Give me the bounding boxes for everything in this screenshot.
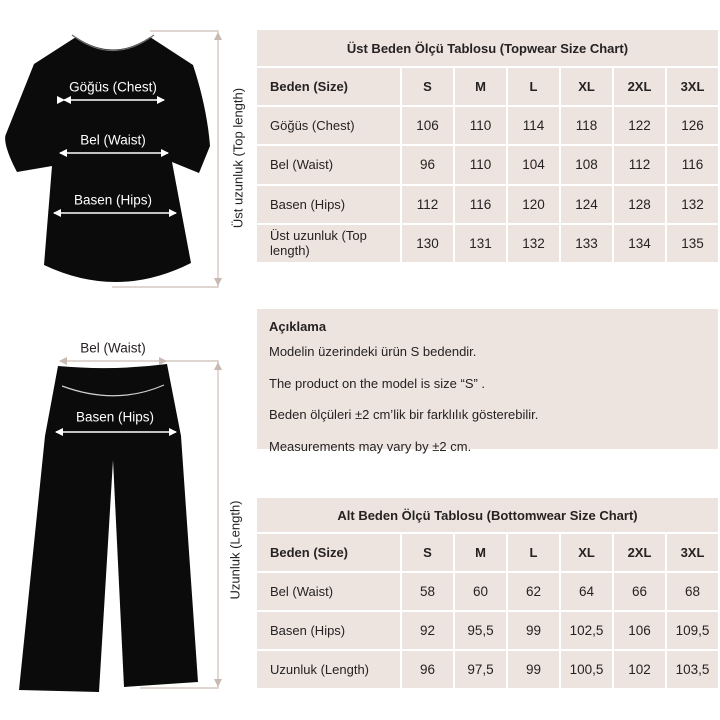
tunic-shape [5,37,210,282]
table-cell: 134 [612,223,665,262]
table-cell: 112 [400,184,453,223]
topwear-size-table [257,30,718,262]
row-label: Basen (Hips) [257,184,400,223]
waist-label: Bel (Waist) [80,132,146,148]
column-header: 3XL [665,532,718,571]
table-cell: 122 [612,105,665,144]
table-cell: 120 [506,184,559,223]
row-label: Üst uzunluk (Top length) [257,223,400,262]
table-cell: 92 [400,610,453,649]
column-header: M [453,532,506,571]
table-cell: 131 [453,223,506,262]
table-cell: 104 [506,144,559,183]
note-line: Modelin üzerindeki ürün S bedendir. [269,344,477,359]
column-header: 3XL [665,66,718,105]
note-line: Beden ölçüleri ±2 cm’lik bir farklılık gösterebilir. [269,407,539,422]
note-line: Measurements may vary by ±2 cm. [269,438,472,454]
table-cell: 108 [559,144,612,183]
table-cell: 109,5 [665,610,718,649]
table-cell: 99 [506,610,559,649]
table-cell: 103,5 [665,649,718,688]
row-label: Göğüs (Chest) [257,105,400,144]
table-cell: 112 [612,144,665,183]
column-header: L [506,532,559,571]
table-cell: 60 [453,571,506,610]
row-label: Bel (Waist) [257,144,400,183]
table-cell: 102,5 [559,610,612,649]
table-cell: 96 [400,144,453,183]
column-header: M [453,66,506,105]
column-header: Beden (Size) [257,532,400,571]
table-cell: 95,5 [453,610,506,649]
table-cell: 110 [453,105,506,144]
topwear-table-title: Üst Beden Ölçü Tablosu (Topwear Size Chart) [346,40,629,56]
column-header: 2XL [612,532,665,571]
row-label: Bel (Waist) [257,571,400,610]
table-cell: 58 [400,571,453,610]
column-header: 2XL [612,66,665,105]
table-cell: 118 [559,105,612,144]
pants-waist-label: Bel (Waist) [80,340,146,356]
pants-hips-label: Basen (Hips) [75,409,155,425]
table-cell: 130 [400,223,453,262]
column-header: S [400,532,453,571]
table-cell: 99 [506,649,559,688]
notes-panel [257,309,718,454]
row-label: Uzunluk (Length) [257,649,400,688]
row-label: Basen (Hips) [257,610,400,649]
table-cell: 64 [559,571,612,610]
tunic-drawing [0,20,255,300]
table-cell: 68 [665,571,718,610]
table-cell: 114 [506,105,559,144]
table-cell: 97,5 [453,649,506,688]
table-cell: 102 [612,649,665,688]
bottomwear-illustration [0,330,255,710]
column-header: XL [559,66,612,105]
table-cell: 96 [400,649,453,688]
table-cell: 110 [453,144,506,183]
length-label: Uzunluk (Length) [227,500,243,600]
table-cell: 106 [400,105,453,144]
table-cell: 100,5 [559,649,612,688]
table-cell: 116 [453,184,506,223]
table-cell: 106 [612,610,665,649]
table-cell: 132 [506,223,559,262]
bottomwear-size-table [257,498,718,688]
hips-label: Basen (Hips) [73,192,153,208]
chest-label: Göğüs (Chest) [69,79,157,95]
bottomwear-table-title: Alt Beden Ölçü Tablosu (Bottomwear Size Chart) [337,507,638,523]
note-line: The product on the model is size “S” . [269,375,486,391]
column-header: Beden (Size) [257,66,400,105]
notes-title: Açıklama [269,319,327,334]
table-cell: 133 [559,223,612,262]
table-cell: 135 [665,223,718,262]
topwear-illustration [0,20,255,300]
column-header: XL [559,532,612,571]
table-cell: 124 [559,184,612,223]
pants-drawing [0,330,255,710]
table-cell: 132 [665,184,718,223]
table-cell: 66 [612,571,665,610]
column-header: L [506,66,559,105]
table-cell: 126 [665,105,718,144]
table-cell: 116 [665,144,718,183]
top-length-label: Üst uzunluk (Top length) [230,87,246,229]
column-header: S [400,66,453,105]
table-cell: 128 [612,184,665,223]
table-cell: 62 [506,571,559,610]
